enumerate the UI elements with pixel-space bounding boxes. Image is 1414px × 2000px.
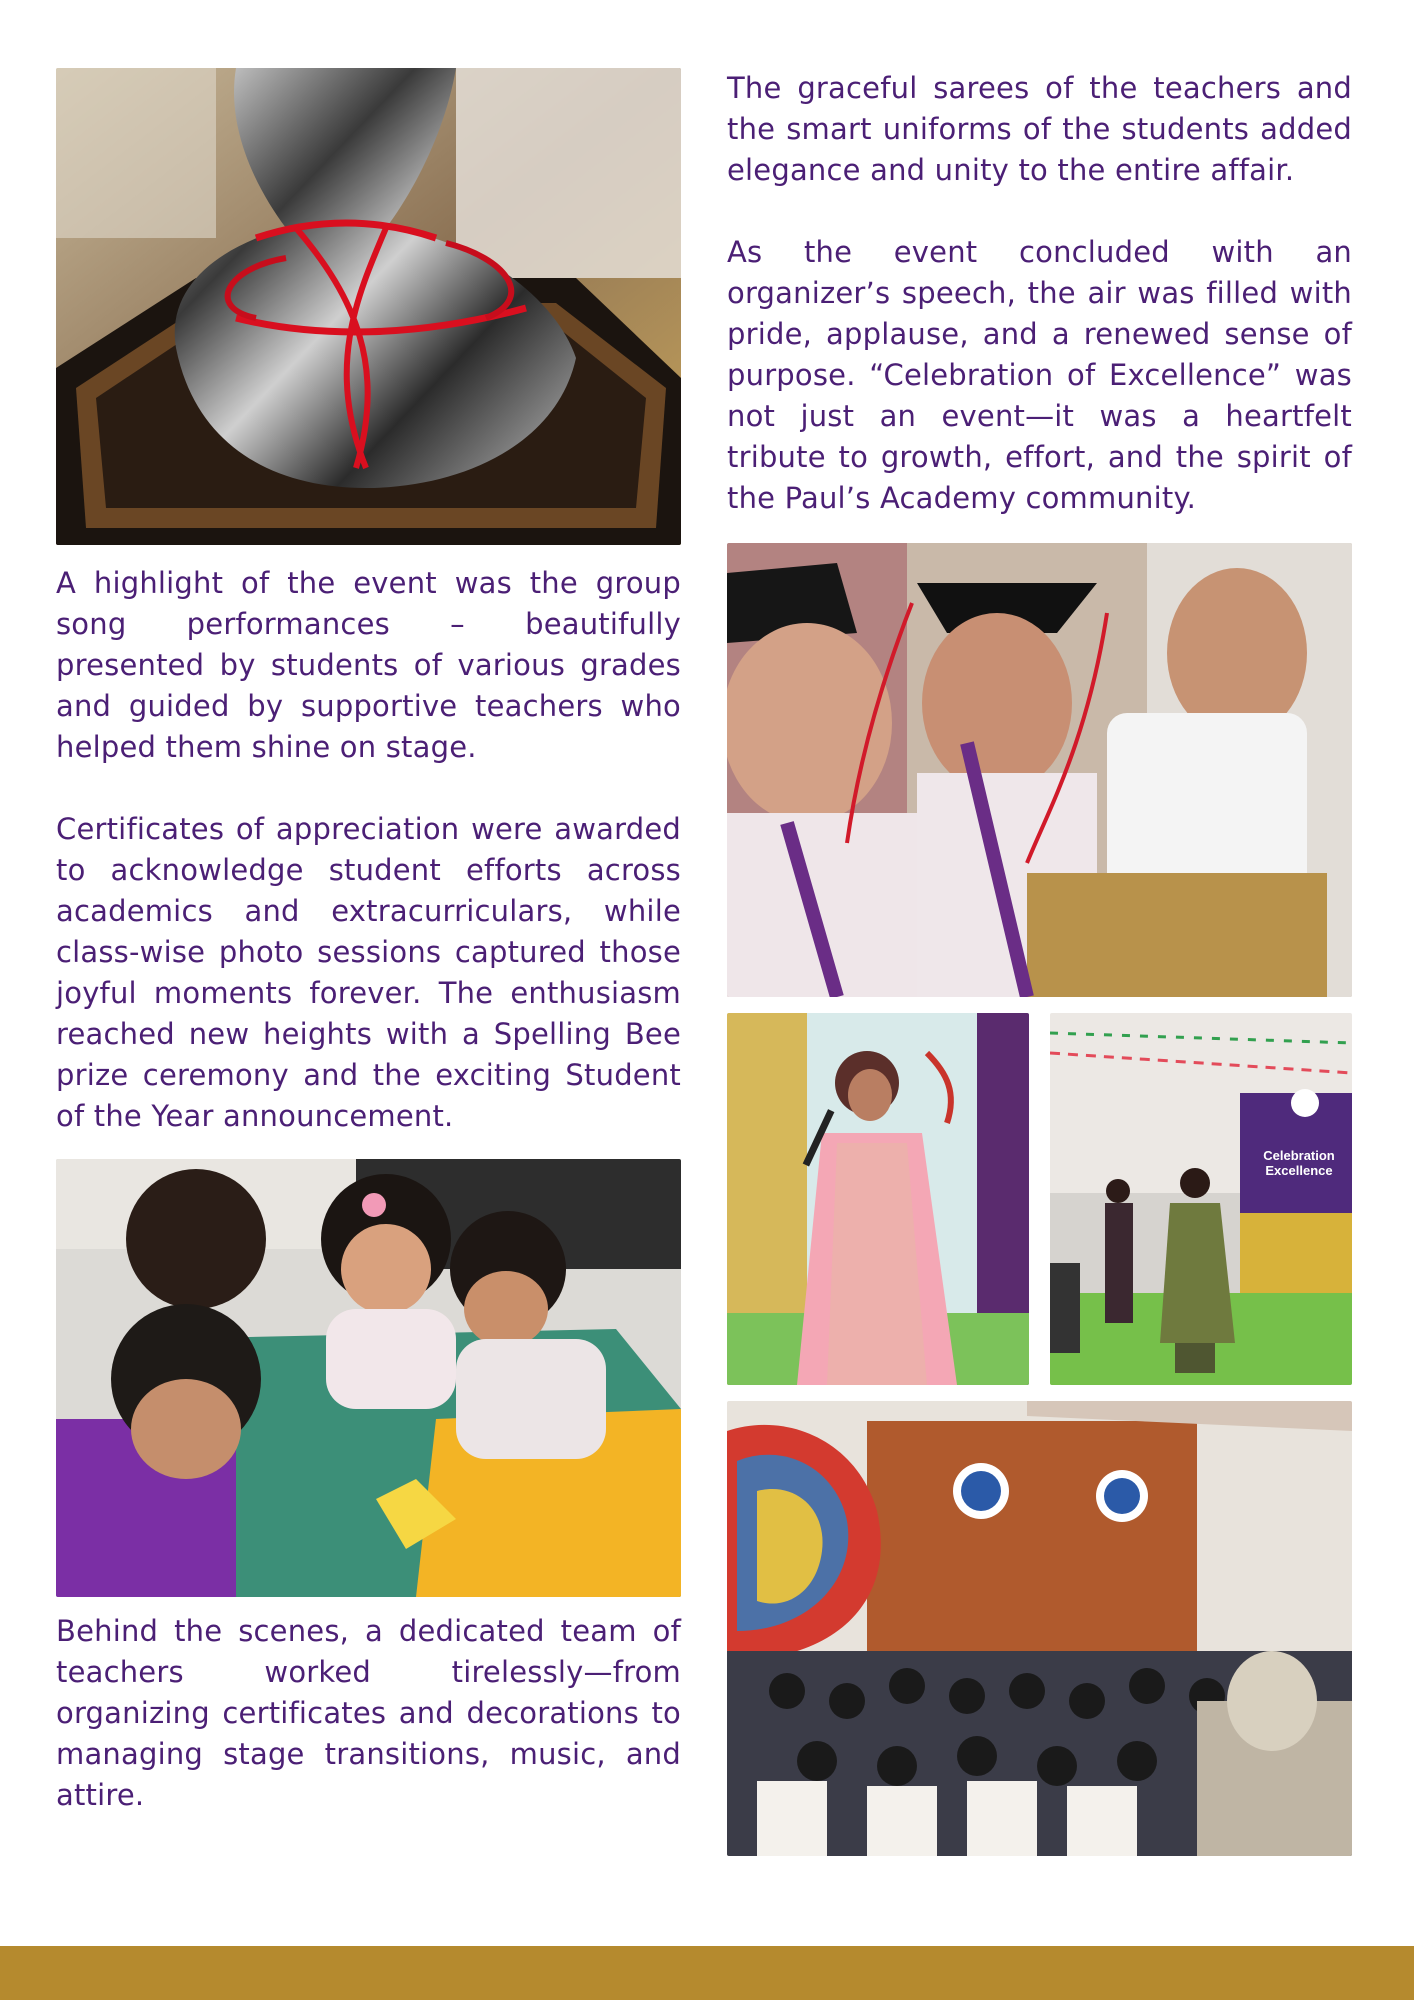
- paragraph-sarees-uniforms: The graceful sarees of the teachers and the smart uniforms of the students added elegance and unity to the entire affair.: [727, 71, 1352, 187]
- right-column: [727, 68, 1352, 1856]
- graduates-in-caps-photo: [727, 543, 1352, 997]
- paragraph-behind-scenes: Behind the scenes, a dedicated team of teachers worked tirelessly—from organizing certificates and decorations to managing stage transitions, music, and attire.: [56, 1614, 681, 1812]
- stage-banner: [1246, 1148, 1352, 1178]
- teacher-pink-saree-photo: [727, 1013, 1029, 1385]
- paragraph-certificates: Certificates of appreciation were awarded to acknowledge student efforts across academics and extracurriculars, while class-wise photo sessions captured those joyful moments forever. The enthusiasm reached new heights with a Spelling Bee prize ceremony and the exciting Student of the Year announcement.: [56, 812, 681, 1133]
- gift-package-photo: [56, 68, 681, 545]
- footer-bar: [0, 1946, 1414, 2000]
- photo-row: [727, 1013, 1352, 1385]
- banner-line-2: Excellence: [1265, 1163, 1333, 1178]
- left-column: [56, 68, 681, 1816]
- banner-line-1: Celebration: [1263, 1148, 1335, 1163]
- paragraph-group-song: A highlight of the event was the group song performances – beautifully presented by students of various grades and guided by supportive teachers who helped them shine on stage.: [56, 566, 681, 764]
- auditorium-audience-photo: [727, 1401, 1352, 1856]
- speaker-stage-banner-photo: [1050, 1013, 1352, 1385]
- paragraph-conclusion: As the event concluded with an organizer’s speech, the air was filled with pride, applause, and a renewed sense of purpose. “Celebration of Excellence” was not just an event—it was a heartfelt tribute to growth, effort, and the spirit of the Paul’s Academy community.: [727, 235, 1352, 515]
- children-craft-photo: [56, 1159, 681, 1597]
